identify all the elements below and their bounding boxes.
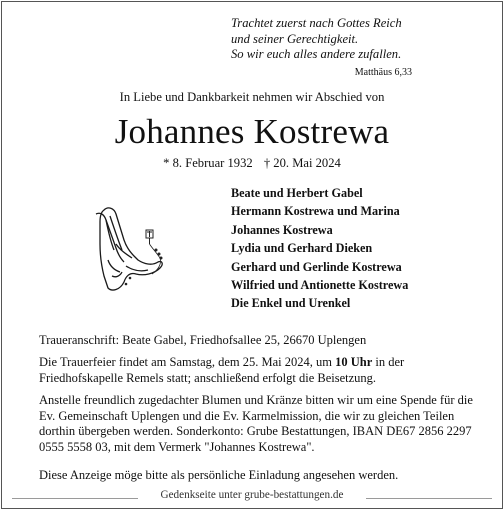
mourner-entry: Lydia und Gerhard Dieken <box>231 241 373 256</box>
mourner-entry: Gerhard und Gerlinde Kostrewa <box>231 259 402 274</box>
footer-divider-left <box>12 498 138 499</box>
verse-reference: Matthäus 6,33 <box>354 67 412 78</box>
footer-divider-right <box>366 498 492 499</box>
donation-request: Anstelle freundlich zugedachter Blumen und Kränze bitten wir um eine Spende für die Ev. Gemeinschaft Uplengen und die Ev. Karmelmission, die wir zu gleichen Teilen dorthin übergeben werden. Sonderkonto: Grube Bestattungen, IBAN DE67 2856 2297 0555 5558 03, mit dem Vermerk "Johannes Kostrewa". <box>39 393 473 454</box>
birth-date: * 8. Februar 1932 <box>163 156 253 170</box>
mourner-entry: Beate und Herbert Gabel <box>231 186 363 200</box>
obituary-notice <box>1 1 503 509</box>
funeral-text-end: in der Friedhofskapelle Remels statt; anschließend erfolgt die Beisetzung. <box>39 355 405 385</box>
mourning-address: Traueranschrift: Beate Gabel, Friedhofsallee 25, 26670 Uplengen <box>39 333 367 347</box>
invitation-note: Diese Anzeige möge bitte als persönliche Einladung angesehen werden. <box>39 468 399 482</box>
memorial-page-link[interactable]: Gedenkseite unter grube-bestattungen.de <box>142 489 362 501</box>
mourner-entry: Die Enkel und Urenkel <box>231 296 351 311</box>
mourner-entry: Johannes Kostrewa <box>231 222 333 237</box>
verse-line: und seiner Gerechtigkeit. <box>231 31 359 46</box>
verse-line: Trachtet zuerst nach Gottes Reich <box>231 16 402 30</box>
death-date: † 20. Mai 2024 <box>263 156 341 170</box>
mourner-entry: Hermann Kostrewa und Marina <box>231 204 400 219</box>
intro-text: In Liebe und Dankbarkeit nehmen wir Abschied von <box>119 90 385 104</box>
deceased-name: Johannes Kostrewa <box>114 112 390 151</box>
verse-line: So wir euch alles andere zufallen. <box>231 47 402 61</box>
bible-verse <box>231 16 431 63</box>
life-dates <box>2 156 502 171</box>
mourners-list <box>231 184 491 313</box>
praying-hands-icon <box>86 200 176 296</box>
mourner-entry: Wilfried und Antionette Kostrewa <box>231 278 409 293</box>
funeral-text-start: Die Trauerfeier findet am Samstag, dem 25. Mai 2024, um <box>39 355 336 369</box>
funeral-details <box>39 355 489 386</box>
funeral-time: 10 Uhr <box>335 355 373 369</box>
